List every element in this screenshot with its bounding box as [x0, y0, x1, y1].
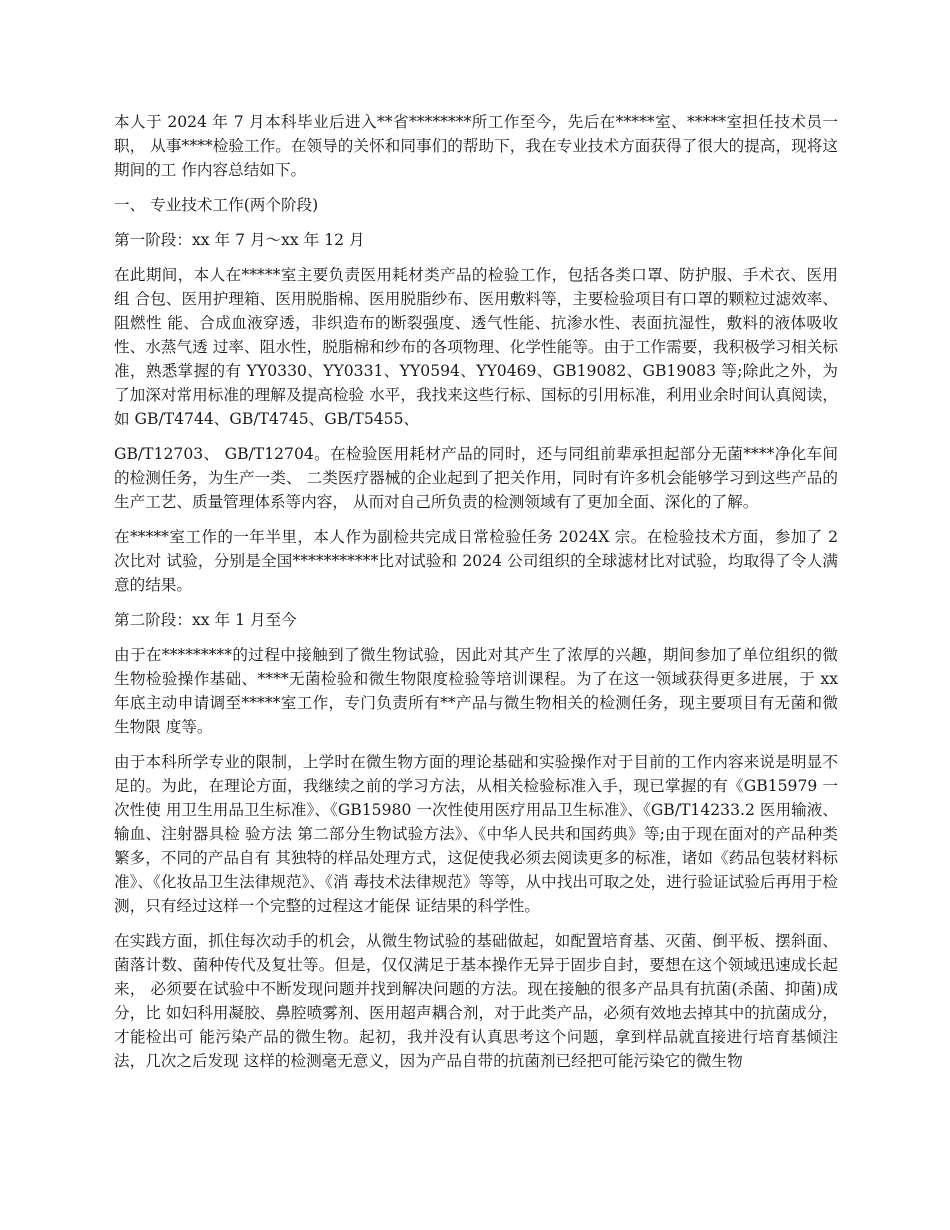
paragraph-stage-two-practice: 在实践方面，抓住每次动手的机会，从微生物试验的基础做起，如配置培育基、灭菌、倒平板、摆斜面、 菌落计数、菌种传代及复壮等。但是，仅仅满足于基本操作无异于固步自封，要想在这个领域迅速成长起来， 必须要在试验中不断发现问题并找到解决问题的方法。现在接触的很多产品具有抗菌(杀菌、抑菌)成分，比 如妇科用凝胶、鼻腔喷雾剂、医用超声耦合剂，对于此类产品，必须有效地去掉其中的抗菌成分，才能检出可 能污染产品的微生物。起初，我并没有认真思考这个问题，拿到样品就直接进行培育基倾注法，几次之后发现 这样的检测毫无意义，因为产品自带的抗菌剂已经把可能污染它的微生物 — [114, 932, 838, 1070]
section-heading: 一、 专业技术工作(两个阶段) — [114, 196, 319, 214]
paragraph-stage-two-theory: 由于本科所学专业的限制，上学时在微生物方面的理论基础和实验操作对于目前的工作内容来说是明显不 足的。为此，在理论方面，我继续之前的学习方法，从相关检验标准入手，现已掌握的有《GB15979 一次性使 用卫生用品卫生标准》、《GB15980 一次性使用医疗用品卫生标准》、《GB/T14233.2 医用输液、输血、注射器具检 验方法 第二部分生物试验方法》、《中华人民共和国药典》等;由于现在面对的产品种类繁多，不同的产品自有 其独特的样品处理方式，这促使我必须去阅读更多的标准，诸如《药品包装材料标准》、《化妆品卫生法律规范》、《消 毒技术法律规范》等等，从中找出可取之处，进行验证试验后再用于检测，只有经过这样一个完整的过程这才能保 证结果的科学性。 — [114, 753, 838, 915]
paragraph-stage-one-cleanroom: GB/T12703、 GB/T12704。在检验医用耗材产品的同时，还与同组前辈承担起部分无菌****净化车间的检测任务，为生产一类、 二类医疗器械的企业起到了把关作用，同时有许多机会能够学习到这些产品的生产工艺、质量管理体系等内容， 从而对自己所负责的检测领域有了更加全面、深化的了解。 — [114, 445, 838, 511]
paragraph-stage-one-work: 在此期间，本人在*****室主要负责医用耗材类产品的检验工作，包括各类口罩、防护服、手术衣、医用组 合包、医用护理箱、医用脱脂棉、医用脱脂纱布、医用敷料等，主要检验项目有口罩的颗粒过滤效率、阻燃性 能、合成血液穿透，非织造布的断裂强度、透气性能、抗渗水性、表面抗湿性，敷料的液体吸收性、水蒸气透 过率、阻水性，脱脂棉和纱布的各项物理、化学性能等。由于工作需要，我积极学习相关标准，熟悉掌握的有 YY0330、YY0331、YY0594、YY0469、GB19082、GB19083 等;除此之外，为了加深对常用标准的理解及提高检验 水平，我找来这些行标、国标的引用标准，利用业余时间认真阅读，如 GB/T4744、GB/T4745、GB/T5455、 — [114, 266, 838, 428]
paragraph-stage-two-intro: 由于在*********的过程中接触到了微生物试验，因此对其产生了浓厚的兴趣，期间参加了单位组织的微 生物检验操作基础、****无菌检验和微生物限度检验等培训课程。为了在这一领域获得更多进展，于 xx 年底主动申请调至*****室工作，专门负责所有**产品与微生物相关的检测任务，现主要项目有无菌和微生物限 度等。 — [114, 646, 838, 736]
paragraph-stage-one-summary: 在*****室工作的一年半里，本人作为副检共完成日常检验任务 2024X 宗。在检验技术方面，参加了 2 次比对 试验，分别是全国***********比对试验和 2024 公司组织的全球滤材比对试验，均取得了令人满意的结果。 — [114, 528, 838, 594]
stage-two-heading: 第二阶段：xx 年 1 月至今 — [114, 611, 297, 629]
document-body — [114, 110, 838, 1084]
paragraph-intro: 本人于 2024 年 7 月本科毕业后进入**省********所工作至今，先后在*****室、*****室担任技术员一职， 从事****检验工作。在领导的关怀和同事们的帮助下，我在专业技术方面获得了很大的提高，现将这期间的工 作内容总结如下。 — [114, 113, 838, 179]
stage-one-heading: 第一阶段：xx 年 7 月～xx 年 12 月 — [114, 231, 365, 249]
